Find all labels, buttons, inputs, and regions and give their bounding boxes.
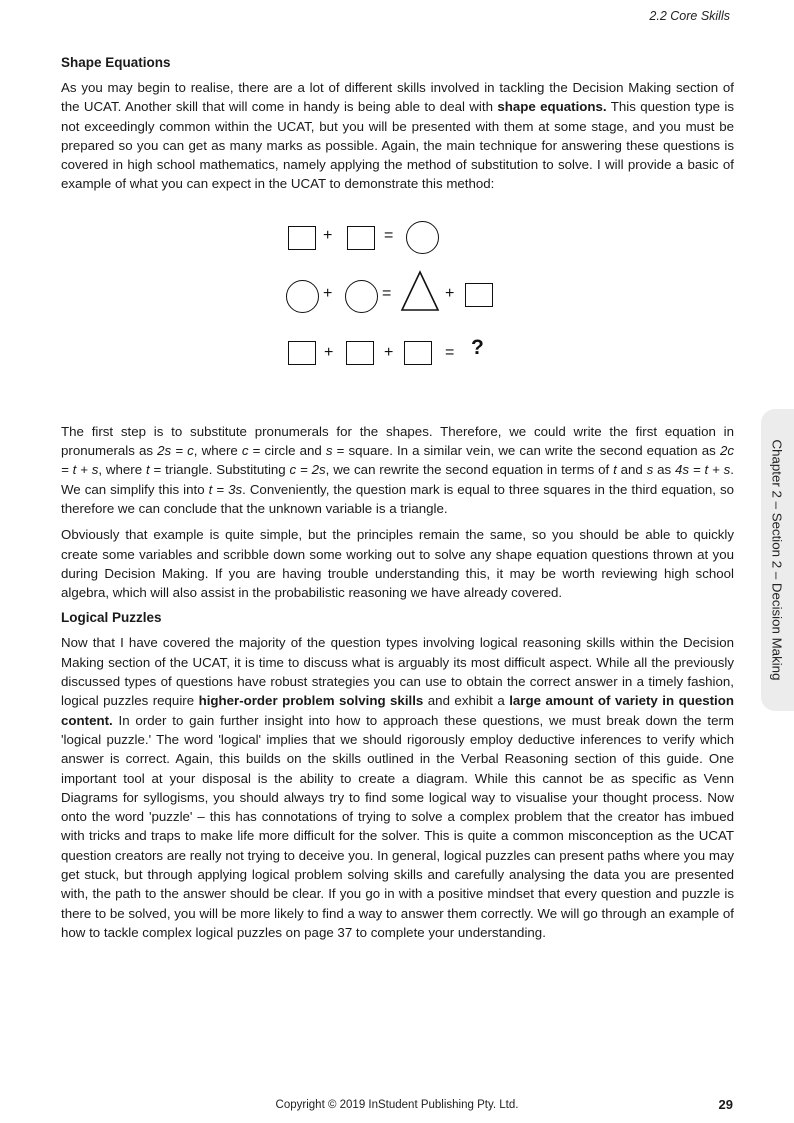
paragraph-intro: As you may begin to realise, there are a lot of different skills involved in tackling the Decision Making section of the UCAT. Another skill that will come in handy is being able to deal with shape equations. This question type is not exceedingly common within the UCAT, but you will be presented with them at some stage, and you must be prepared so you can get as many marks as possible. Again, the main technique for answering these questions is covered in high school mathematics, namely applying the method of substitution to solve. I will provide a basic of example of what you can expect in the UCAT to demonstrate this method: <box>61 80 734 192</box>
paragraph-substitution: The first step is to substitute pronumerals for the shapes. Therefore, we could write the first equation in pronumerals as 2s = c, where c = circle and s = square. In a similar vein, we can write the second equation as 2c = t + s, where t = triangle. Substituting c = 2s, we can rewrite the second equation in terms of t and s as 4s = t + s. We can simplify this into t = 3s. Conveniently, the question mark is equal to three squares in the third equation, so therefore we can conclude that the unknown variable is a triangle. <box>61 423 734 516</box>
equals-sign: = <box>384 226 394 244</box>
plus-sign: + <box>323 284 333 302</box>
plus-sign: + <box>323 226 333 244</box>
section-heading-shape-equations: Shape Equations <box>61 55 171 70</box>
shape-equations-figure <box>61 202 734 412</box>
paragraph-summary: Obviously that example is quite simple, but the principles remain the same, so you should be able to quickly create some variables and scribble down some working out to solve any shape equation questions thrown at you during Decision Making. If you are having trouble understanding this, it may be worth reviewing high school algebra, which will also assist in the probabilistic reasoning we have already covered. <box>61 527 734 601</box>
square-shape <box>465 283 493 307</box>
square-shape <box>288 226 316 250</box>
page-content <box>61 54 734 949</box>
chapter-side-label: Chapter 2 – Section 2 – Decision Making <box>769 439 785 681</box>
paragraph-logical-puzzles: Now that I have covered the majority of the question types involving logical reasoning skills within the Decision Making section of the UCAT, it is time to discuss what is arguably its most difficult aspect. While all the previously discussed types of questions have robust strategies you can use to obtain the correct answer in a timely fashion, logical puzzles require higher-order problem solving skills and exhibit a large amount of variety in question content. In order to gain further insight into how to approach these questions, we must break down the term 'logical puzzle.' The word 'logical' implies that we should rigorously employ deductive inferences to verify which answer is correct. Again, this builds on the skills outlined in the Verbal Reasoning section of this guide. One important tool at your disposal is the ability to create a diagram. While this cannot be as specific as Venn Diagrams for syllogisms, you should always try to find some logical way to visualise your thought process. Now onto the word 'puzzle' – this has connotations of trying to solve a complex problem that the creator has imbued with tricks and traps to make life more difficult for the solver. This is quite a common misconception as the UCAT question creators are really not trying to deceive you. In general, logical puzzles can present paths where you may get stuck, but through applying logical problem solving skills and carefully analysing the data you are presented with, the path to the answer should be clear. If you go in with a positive mindset that every question and puzzle is there to be solved, you will be more likely to find a way to answer them correctly. We will go through an example of how to tackle complex logical puzzles on page 37 to complete your understanding. <box>61 635 734 940</box>
footer-copyright: Copyright © 2019 InStudent Publishing Pty. Ltd. <box>275 1099 519 1111</box>
plus-sign: + <box>445 284 455 302</box>
plus-sign: + <box>384 343 394 361</box>
equals-sign: = <box>382 284 392 302</box>
square-shape <box>346 341 374 365</box>
square-shape <box>404 341 432 365</box>
page-number: 29 <box>718 1097 733 1112</box>
equals-sign: = <box>445 343 455 361</box>
square-shape <box>288 341 316 365</box>
circle-shape <box>345 280 378 313</box>
question-mark: ? <box>471 335 484 359</box>
section-heading-logical-puzzles: Logical Puzzles <box>61 610 162 626</box>
running-header: 2.2 Core Skills <box>649 9 730 23</box>
square-shape <box>347 226 375 250</box>
plus-sign: + <box>324 343 334 361</box>
triangle-shape <box>400 270 440 312</box>
circle-shape <box>406 221 439 254</box>
circle-shape <box>286 280 319 313</box>
